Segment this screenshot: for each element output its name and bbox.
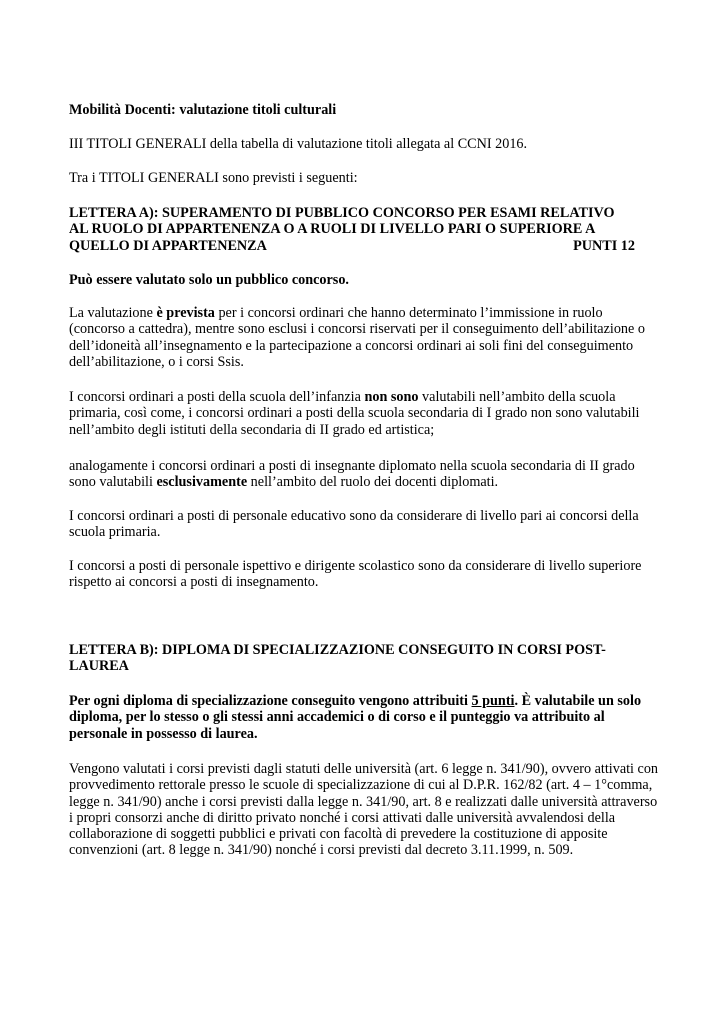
lettera-b-bold-paragraph [69,693,659,742]
lettera-a-paragraph-2 [69,389,659,438]
lettera-a-paragraph-1 [69,305,659,370]
intro-paragraph-1: III TITOLI GENERALI della tabella di valutazione titoli allegata al CCNI 2016. [69,136,528,152]
text-run: valutabili nell’ambito della scuola primaria, così come, i concorsi ordinari a posti della scuola secondaria di I grado non sono valutabili nell’ambito degli istituti della secondaria di II grado ed artistica; [69,389,640,438]
lettera-a-heading-line-1: LETTERA A): SUPERAMENTO DI PUBBLICO CONCORSO PER ESAMI RELATIVO [69,205,615,221]
bold-run: non sono [364,389,419,405]
lettera-a-points: PUNTI 12 [573,237,635,254]
lettera-a-heading-line-3 [69,238,635,254]
lettera-a-paragraph-3 [69,458,659,491]
text-run: per i concorsi ordinari che hanno determinato l’immissione in ruolo (concorso a cattedra), mentre sono esclusi i concorsi riservati per il conseguimento dell’abilitazione o dell’idoneità all’insegnamento e la partecipazione a concorsi ordinari ai soli fini del conseguimento dell’abilitazione, o i corsi Ssis. [69,305,645,370]
lettera-a-paragraph-4: I concorsi ordinari a posti di personale educativo sono da considerare di livello pari ai concorsi della scuola primaria. [69,508,639,541]
lettera-b-heading-line-1: LETTERA B): DIPLOMA DI SPECIALIZZAZIONE CONSEGUITO IN CORSI POST- [69,642,606,658]
text-run: analogamente i concorsi ordinari a posti di insegnante diplomato nella scuola secondaria di II grado sono valutabili [69,458,635,491]
bold-run: è prevista [156,305,215,321]
lettera-a-paragraph-5: I concorsi a posti di personale ispettivo e dirigente scolastico sono da considerare di livello superiore rispetto ai concorsi a posti di insegnamento. [69,558,642,591]
text-run: La valutazione [69,305,157,321]
lettera-a-heading-text: QUELLO DI APPARTENENZA [69,237,267,254]
lettera-a-heading-line-2: AL RUOLO DI APPARTENENZA O A RUOLI DI LIVELLO PARI O SUPERIORE A [69,221,596,238]
text-run: I concorsi ordinari a posti della scuola dell’infanzia [69,389,365,405]
lettera-b-paragraph-1: Vengono valutati i corsi previsti dagli statuti delle università (art. 6 legge n. 341/90), ovvero attivati con provvedimento rettorale presso le scuole di specializzazione di cui al D.P.R. 162/82 (art. 4 – 1°comma, legge n. 341/90) anche i corsi previsti dalla legge n. 341/90, art. 8 e realizzati dalle università attraverso i propri consorzi anche di diritto privato nonché i corsi attivati dalle università avvalendosi della collaborazione di soggetti pubblici e privati con facoltà di prevedere la costituzione di apposite convenzioni (art. 8 legge n. 341/90) nonché i corsi previsti dal decreto 3.11.1999, n. 509. [69,761,659,859]
text-run: Per ogni diploma di specializzazione conseguito vengono attribuiti [69,693,472,709]
text-run: nell’ambito del ruolo dei docenti diplomati. [247,474,499,491]
text-run: . È valutabile un solo diploma, per lo stesso o gli stessi anni accademici o di corso e il punteggio va attribuito al personale in possesso di laurea. [69,693,642,742]
lettera-b-heading [69,642,659,675]
lettera-b-heading-line-2: LAUREA [69,658,129,675]
intro-paragraph-2: Tra i TITOLI GENERALI sono previsti i seguenti: [69,170,358,186]
lettera-a-note: Può essere valutato solo un pubblico concorso. [69,272,349,288]
underlined-run: 5 punti [471,693,515,709]
lettera-a-heading [69,205,635,254]
bold-run: esclusivamente [156,474,248,491]
document-title: Mobilità Docenti: valutazione titoli culturali [69,102,337,118]
